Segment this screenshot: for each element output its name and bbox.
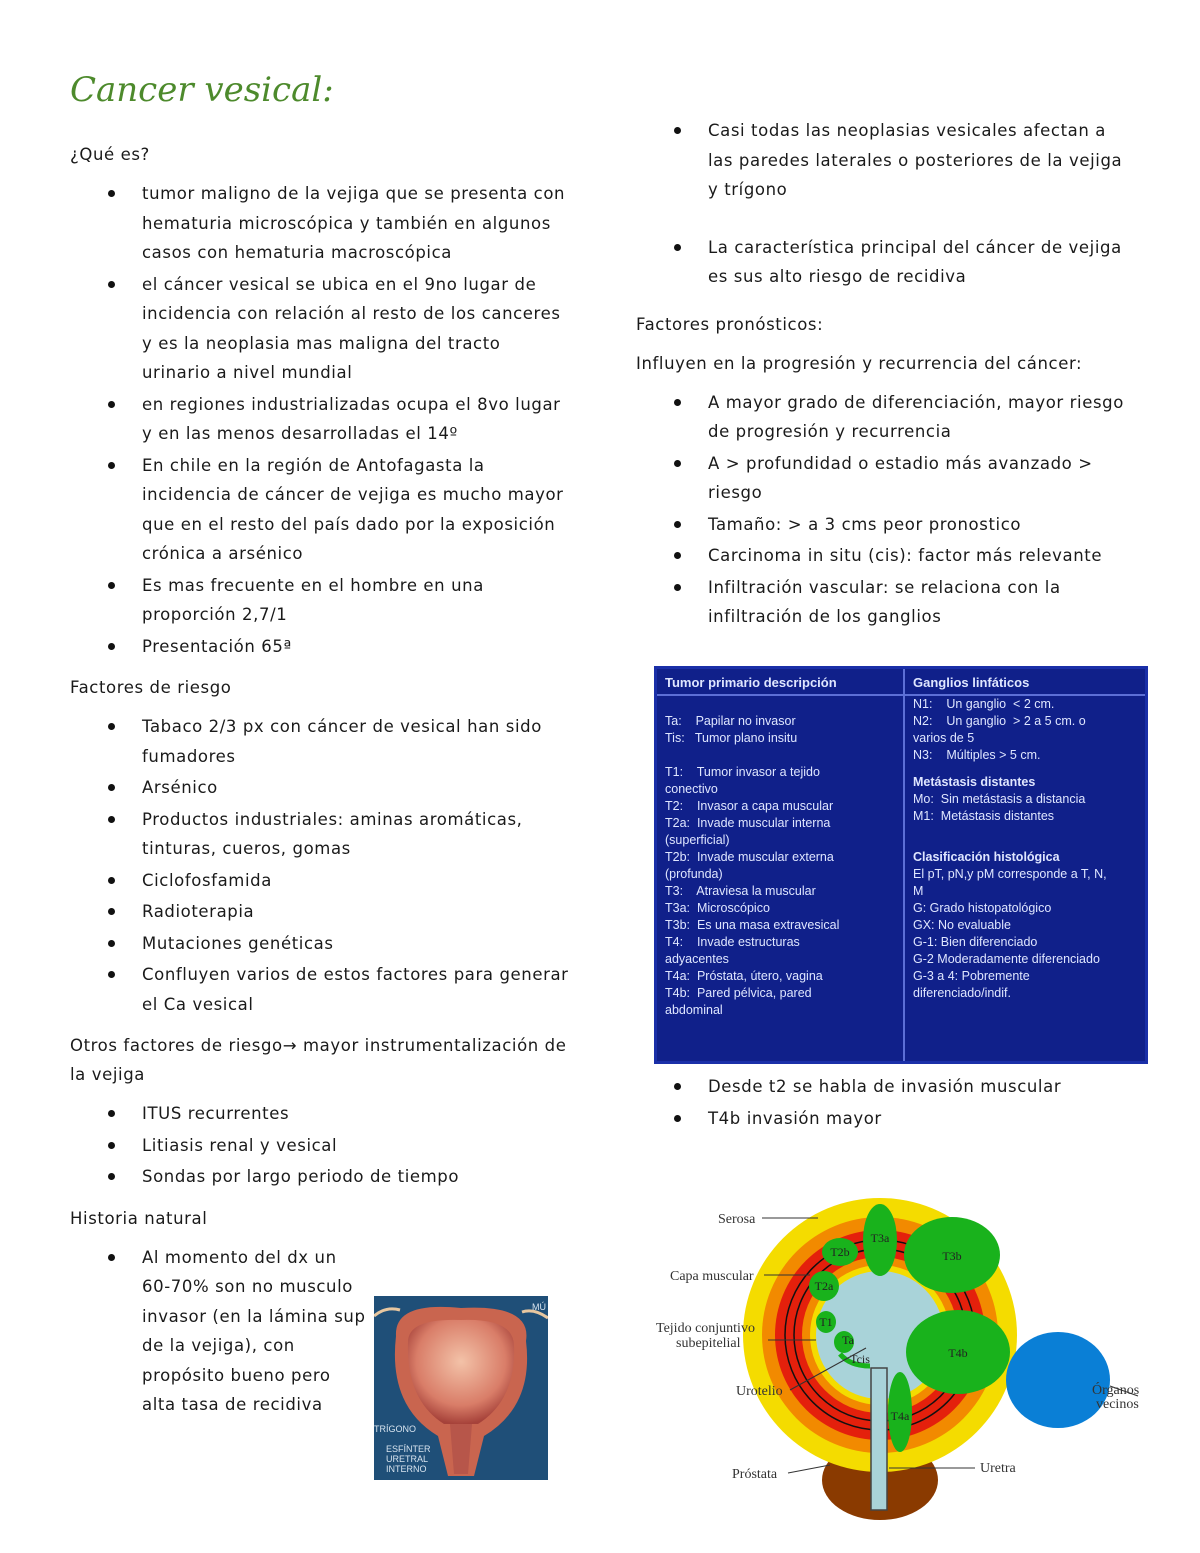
histologica-line: diferenciado/indif. [913, 986, 1011, 1000]
que-es-list [70, 179, 570, 661]
list-item: Sondas por largo periodo de tiempo [70, 1162, 570, 1192]
tumor-primario-line: (profunda) [665, 867, 723, 881]
tumor-primario-line: T2: Invasor a capa muscular [665, 799, 834, 813]
ganglios-header: Ganglios linfáticos [905, 669, 1145, 696]
list-item: Productos industriales: aminas aromáticas, tinturas, cueros, gomas [70, 805, 570, 864]
ganglios-line: N3: Múltiples > 5 cm. [913, 748, 1041, 762]
stage-label-t4b: T4b [948, 1346, 968, 1360]
stage-label-t3b: T3b [942, 1249, 962, 1263]
tumor-primario-line: T4a: Próstata, útero, vagina [665, 969, 823, 983]
histologica-lines [905, 866, 1145, 1002]
list-item: Es mas frecuente en el hombre en una proporción 2,7/1 [70, 571, 570, 630]
list-item: Carcinoma in situ (cis): factor más relevante [636, 541, 1136, 571]
label-organos: Órganos [1092, 1383, 1140, 1398]
tumor-primario-line: adyacentes [665, 952, 729, 966]
histologica-header: Clasificación histológica [913, 850, 1060, 864]
photo-label-top: MÚ [532, 1302, 546, 1312]
tumor-primario-line: T2a: Invade muscular interna [665, 816, 831, 830]
list-item: Arsénico [70, 773, 570, 803]
tumor-primario-line: Ta: Papilar no invasor [665, 714, 796, 728]
list-item: ITUS recurrentes [70, 1099, 570, 1129]
metastasis-lines [905, 791, 1145, 825]
list-item: En chile en la región de Antofagasta la incidencia de cáncer de vejiga es mucho mayor que en el resto del país dado por la exposición crónica a arsénico [70, 451, 570, 569]
list-item: Desde t2 se habla de invasión muscular [636, 1072, 1136, 1102]
photo-label-esfinter: ESFÍNTER URETRAL INTERNO [386, 1444, 431, 1474]
ganglios-line: varios de 5 [913, 731, 975, 745]
list-item: La característica principal del cáncer de vejiga es sus alto riesgo de recidiva [636, 233, 1136, 292]
tumor-primario-line: abdominal [665, 1003, 723, 1017]
historia-list [70, 1243, 370, 1420]
urethra-shape [871, 1368, 887, 1510]
tumor-primario-line: T4: Invade estructuras [665, 935, 800, 949]
pronostico-list [636, 388, 1136, 632]
stage-label-t2b: T2b [830, 1245, 850, 1259]
tumor-primario-line: conectivo [665, 782, 718, 796]
label-serosa: Serosa [718, 1212, 756, 1227]
histologica-line: G-2 Moderadamente diferenciado [913, 952, 1100, 966]
list-item: Al momento del dx un 60-70% son no musculo invasor (en la lámina sup de la vejiga), con propósito bueno pero alta tasa de recidiva [70, 1243, 370, 1420]
label-urotelio: Urotelio [736, 1384, 783, 1399]
list-item: T4b invasión mayor [636, 1104, 1136, 1134]
tnm-staging-table [654, 666, 1148, 1064]
list-item: Tamaño: > a 3 cms peor pronostico [636, 510, 1136, 540]
stage-label-tcis: Tcis [850, 1352, 870, 1366]
list-item: Confluyen varios de estos factores para generar el Ca vesical [70, 960, 570, 1019]
tumor-primario-line: T3b: Es una masa extravesical [665, 918, 840, 932]
list-item: Infiltración vascular: se relaciona con la infiltración de los ganglios [636, 573, 1136, 632]
bladder-photo [374, 1296, 548, 1480]
photo-label-trigono: TRÍGONO [374, 1424, 416, 1434]
label-uretra: Uretra [980, 1461, 1016, 1476]
tumor-primario-line: T2b: Invade muscular externa [665, 850, 834, 864]
tumor-primario-line: T1: Tumor invasor a tejido [665, 765, 820, 779]
list-item: Presentación 65ª [70, 632, 570, 662]
section-heading-factores-pronosticos: Factores pronósticos: [636, 314, 824, 334]
tumor-primario-line [657, 696, 903, 713]
stage-label-t1: T1 [819, 1315, 833, 1329]
tumor-primario-line [657, 747, 903, 764]
label-tejido-conjuntivo: Tejido conjuntivo [656, 1321, 755, 1336]
tumor-primario-line: T3: Atraviesa la muscular [665, 884, 816, 898]
metastasis-line: Mo: Sin metástasis a distancia [913, 792, 1086, 806]
label-vecinos: vecinos [1096, 1397, 1139, 1412]
ganglios-line: N1: Un ganglio < 2 cm. [913, 697, 1055, 711]
list-item: Mutaciones genéticas [70, 929, 570, 959]
histologica-line: G-1: Bien diferenciado [913, 935, 1038, 949]
section-heading-historia-natural: Historia natural [70, 1208, 208, 1228]
tumor-primario-line: T4b: Pared pélvica, pared [665, 986, 812, 1000]
list-item: el cáncer vesical se ubica en el 9no lugar de incidencia con relación al resto de los canceres y es la neoplasia mas maligna del tracto urinario a nivel mundial [70, 270, 570, 388]
label-prostata: Próstata [732, 1467, 778, 1482]
right-column [636, 116, 1136, 634]
tumor-primario-line: (superficial) [665, 833, 730, 847]
list-item: Tabaco 2/3 px con cáncer de vesical han sido fumadores [70, 712, 570, 771]
list-item: Ciclofosfamida [70, 866, 570, 896]
list-item: tumor maligno de la vejiga que se presenta con hematuria microscópica y también en algunos casos con hematuria macroscópica [70, 179, 570, 268]
intro-list [636, 116, 1136, 292]
ganglios-column [905, 669, 1145, 1061]
section-heading-que-es: ¿Qué es? [70, 145, 150, 164]
histologica-line: GX: No evaluable [913, 918, 1011, 932]
tumor-primario-line: T3a: Microscópico [665, 901, 770, 915]
tumor-primario-header: Tumor primario descripción [657, 669, 903, 696]
histologica-line: G: Grado histopatológico [913, 901, 1052, 915]
ganglios-lines [905, 696, 1145, 764]
histologica-line: M [913, 884, 924, 898]
stage-label-t2a: T2a [814, 1279, 834, 1293]
section-intro-influyen: Influyen en la progresión y recurrencia del cáncer: [636, 353, 1083, 373]
section-heading-otros-factores: Otros factores de riesgo→ mayor instrumentalización de la vejiga [70, 1036, 567, 1084]
factores-riesgo-list [70, 712, 570, 1019]
label-capa-muscular: Capa muscular [670, 1269, 754, 1284]
list-item: en regiones industrializadas ocupa el 8vo lugar y en las menos desarrolladas el 14º [70, 390, 570, 449]
tumor-primario-column [657, 669, 905, 1061]
page-title: Cancer vesical: [70, 70, 334, 110]
list-item: A > profundidad o estadio más avanzado > riesgo [636, 449, 1136, 508]
neighboring-organs [1006, 1332, 1110, 1428]
otros-factores-list [70, 1099, 570, 1192]
tumor-primario-line: Tis: Tumor plano insitu [665, 731, 798, 745]
metastasis-header: Metástasis distantes [913, 775, 1036, 789]
list-item: Casi todas las neoplasias vesicales afectan a las paredes laterales o posteriores de la vejiga y trígono [636, 116, 1136, 205]
stage-label-t3a: T3a [870, 1231, 890, 1245]
list-item: Radioterapia [70, 897, 570, 927]
ganglios-line: N2: Un ganglio > 2 a 5 cm. o [913, 714, 1086, 728]
left-column [70, 140, 570, 1422]
section-heading-factores-riesgo: Factores de riesgo [70, 678, 232, 697]
stage-label-ta: Ta [842, 1333, 854, 1347]
after-table-list [636, 1072, 1136, 1135]
tumor-primario-lines [657, 696, 903, 1019]
histologica-line: El pT, pN,y pM corresponde a T, N, [913, 867, 1107, 881]
stage-label-t4a: T4a [890, 1409, 910, 1423]
bladder-wall-staging-diagram [640, 1190, 1160, 1520]
list-item: A mayor grado de diferenciación, mayor riesgo de progresión y recurrencia [636, 388, 1136, 447]
histologica-line: G-3 a 4: Pobremente [913, 969, 1030, 983]
label-subepitelial: subepitelial [676, 1336, 741, 1351]
metastasis-line: M1: Metástasis distantes [913, 809, 1055, 823]
list-item: Litiasis renal y vesical [70, 1131, 570, 1161]
